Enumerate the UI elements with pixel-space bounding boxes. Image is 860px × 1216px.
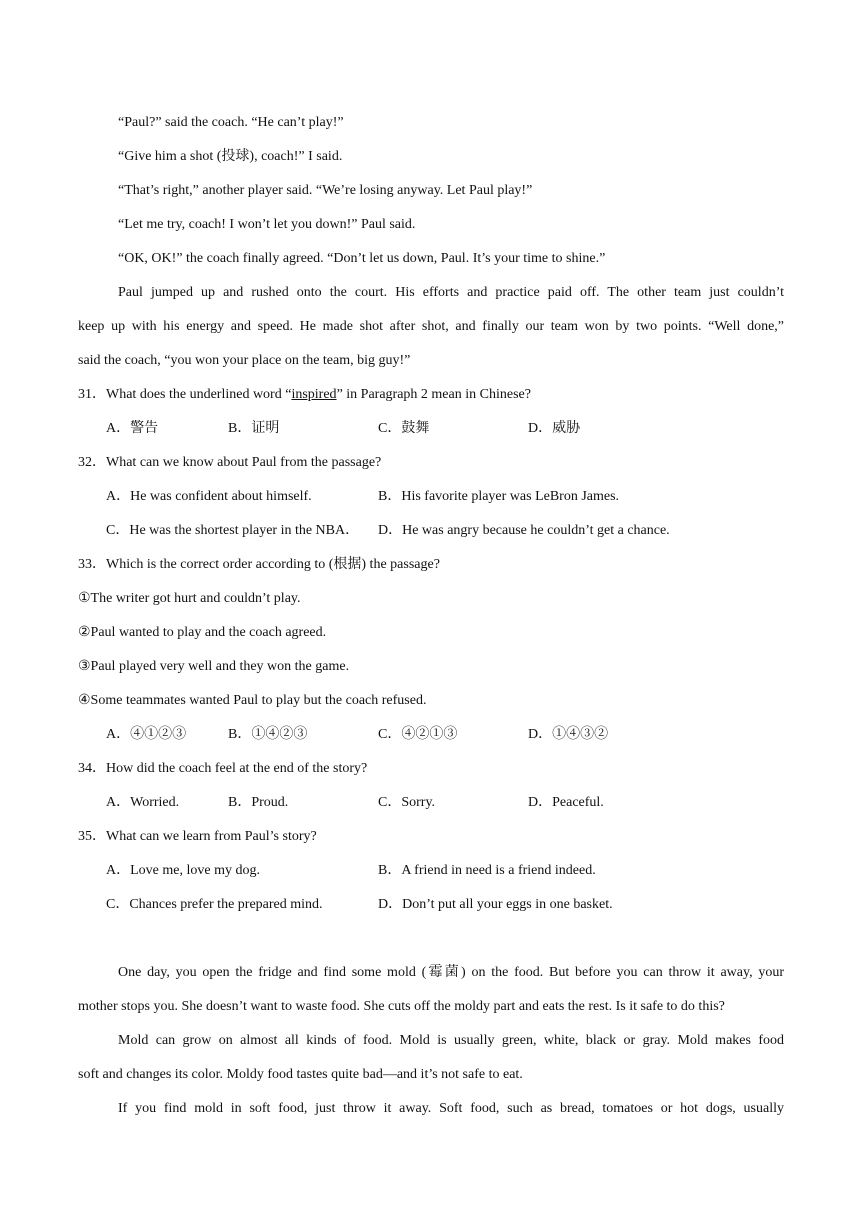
paragraph-line: soft and changes its color. Moldy food tastes quite bad—and it’s not safe to eat. [78, 1067, 523, 1082]
option-c: C．④②①③ [378, 727, 458, 742]
dialogue-line: “OK, OK!” the coach finally agreed. “Don’t let us down, Paul. It’s your time to shine.” [118, 251, 606, 266]
paragraph-line: mother stops you. She doesn’t want to waste food. She cuts off the moldy part and eats the rest. Is it safe to do this? [78, 999, 725, 1014]
section-gap [78, 922, 784, 956]
option-c: C．鼓舞 [378, 421, 430, 436]
dialogue-line: “That’s right,” another player said. “We’re losing anyway. Let Paul play!” [118, 183, 533, 198]
question-32-options-row1 [78, 480, 784, 514]
paragraph-line: said the coach, “you won your place on the team, big guy!” [78, 353, 411, 368]
option-d: D．He was angry because he couldn’t get a chance. [378, 523, 670, 538]
paragraph-line: keep up with his energy and speed. He made shot after shot, and finally our team won by two points. “Well done,” [78, 319, 784, 334]
option-c: C．Sorry. [378, 795, 436, 810]
event-item: ②Paul wanted to play and the coach agreed. [78, 625, 327, 640]
dialogue-line: “Let me try, coach! I won’t let you down!” Paul said. [118, 217, 416, 232]
option-b: B．①④②③ [228, 727, 308, 742]
option-c: C．He was the shortest player in the NBA． [106, 523, 360, 538]
question-32-options-row2 [78, 514, 784, 548]
question-34: 34．How did the coach feel at the end of the story? [78, 761, 368, 776]
question-31-suffix: ” in Paragraph 2 mean in Chinese? [336, 387, 531, 402]
option-a: A．警告 [106, 421, 159, 436]
underlined-word: inspired [291, 387, 337, 402]
option-a: A．He was confident about himself. [106, 489, 312, 504]
option-a: A．Worried. [106, 795, 180, 810]
paragraph-line: If you find mold in soft food, just throw it away. Soft food, such as bread, tomatoes or hot dogs, usually [118, 1101, 784, 1116]
option-d: D．威胁 [528, 421, 581, 436]
question-31-options [78, 412, 784, 446]
paragraph-line: Mold can grow on almost all kinds of food. Mold is usually green, white, black or gray. Mold makes food [118, 1033, 784, 1048]
question-32: 32．What can we know about Paul from the passage? [78, 455, 382, 470]
option-b: B．A friend in need is a friend indeed. [378, 863, 596, 878]
option-d: D．①④③② [528, 727, 609, 742]
question-31 [78, 378, 784, 412]
event-item: ①The writer got hurt and couldn’t play. [78, 591, 301, 606]
question-34-options [78, 786, 784, 820]
option-b: B．Proud. [228, 795, 289, 810]
option-b: B．His favorite player was LeBron James. [378, 489, 620, 504]
option-b: B．证明 [228, 421, 280, 436]
event-item: ④Some teammates wanted Paul to play but the coach refused. [78, 693, 427, 708]
option-c: C．Chances prefer the prepared mind. [106, 897, 323, 912]
question-33-options [78, 718, 784, 752]
question-33: 33．Which is the correct order according to (根据) the passage? [78, 557, 440, 572]
paragraph-line: One day, you open the fridge and find some mold (霉菌) on the food. But before you can throw it away, your [118, 965, 784, 980]
question-35-options-row1 [78, 854, 784, 888]
option-a: A．Love me, love my dog. [106, 863, 260, 878]
option-d: D．Don’t put all your eggs in one basket. [378, 897, 613, 912]
option-a: A．④①②③ [106, 727, 187, 742]
document-page [78, 106, 784, 1126]
question-35-options-row2 [78, 888, 784, 922]
question-35: 35．What can we learn from Paul’s story? [78, 829, 317, 844]
question-31-prefix: 31．What does the underlined word “ [78, 387, 292, 402]
event-item: ③Paul played very well and they won the game. [78, 659, 350, 674]
paragraph-line: Paul jumped up and rushed onto the court. His efforts and practice paid off. The other team just couldn’t [118, 285, 784, 300]
dialogue-line: “Paul?” said the coach. “He can’t play!” [118, 115, 344, 130]
dialogue-line: “Give him a shot (投球), coach!” I said. [118, 149, 343, 164]
option-d: D．Peaceful. [528, 795, 604, 810]
